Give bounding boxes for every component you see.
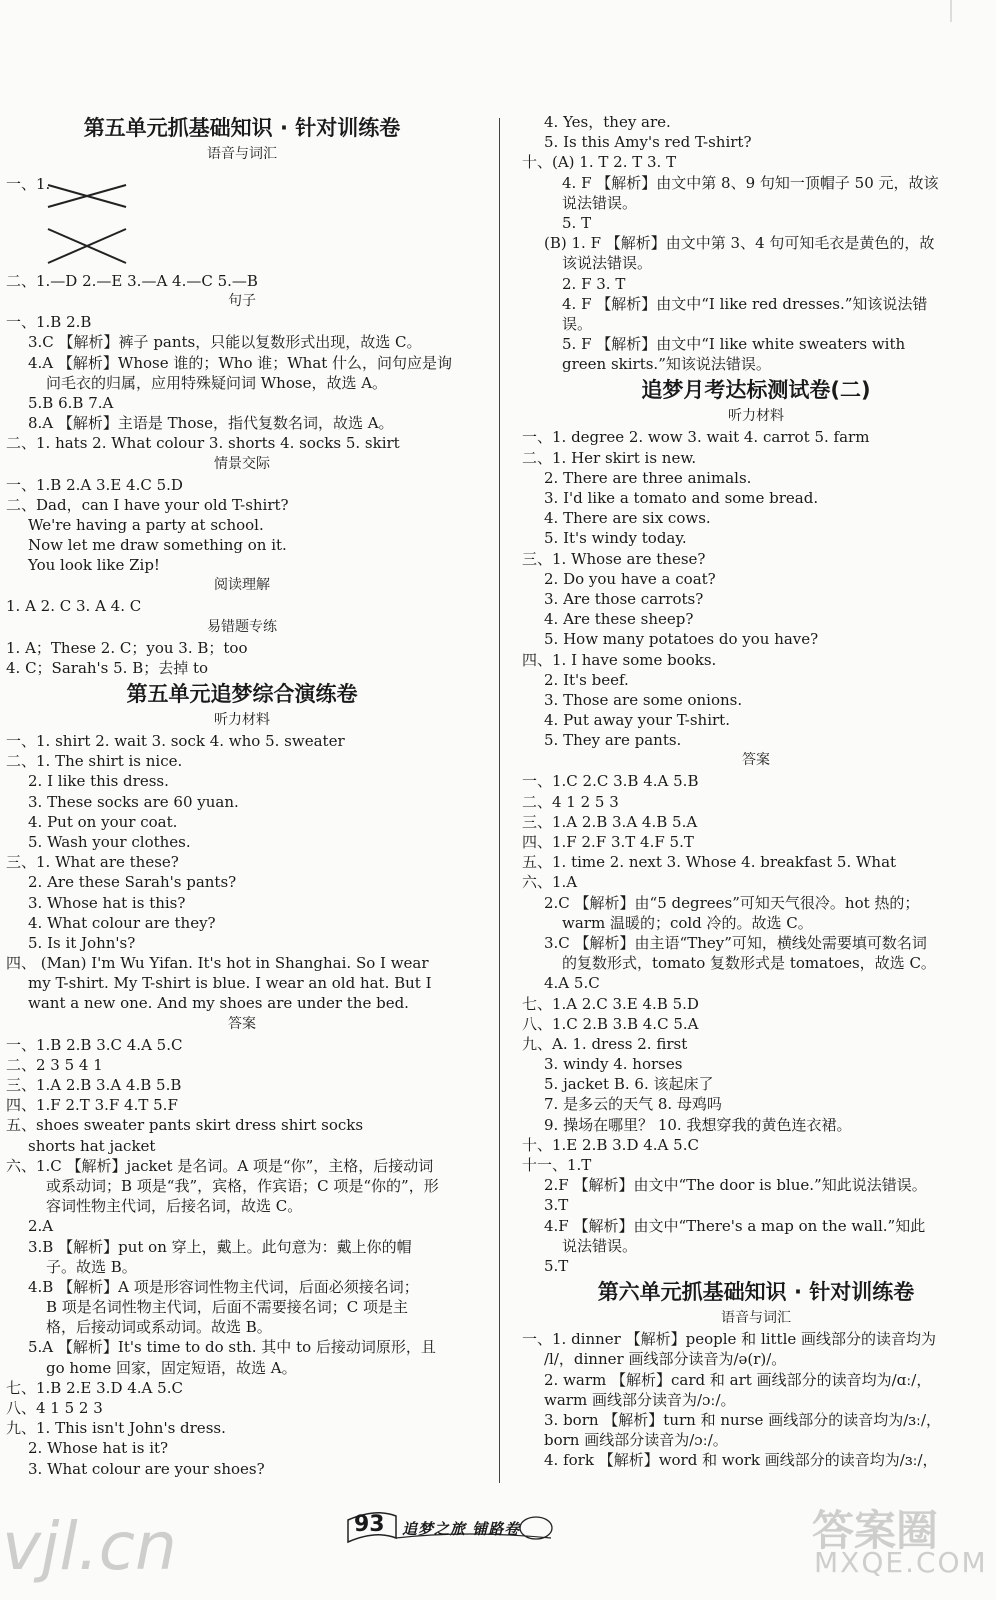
subsection-heading: 答案 [742, 752, 770, 769]
answer-line: 2. There are three animals. [544, 468, 752, 487]
answer-line: 5. F 【解析】由文中“I like white sweaters with [562, 335, 906, 354]
answer-line: 一、1.B 2.A 3.E 4.C 5.D [6, 475, 183, 494]
answer-line: 四、 (Man) I'm Wu Yifan. It's hot in Shanghai. So I wear [6, 954, 429, 973]
answer-line: 一、1.C 2.C 3.B 4.A 5.B [522, 772, 699, 791]
answer-line: 格，后接动词或系动词。故选 B。 [46, 1318, 272, 1337]
watermark-left: vjl.cn [2, 1508, 177, 1585]
answer-line: 或系动词；B 项是“我”，宾格，作宾语；C 项是“你的”，形 [46, 1176, 439, 1195]
answer-line: 十一、1.T [522, 1156, 592, 1174]
answer-line: 3. born 【解析】turn 和 nurse 画线部分的读音均为/ɜː/， [544, 1410, 941, 1429]
answer-line: 4.B 【解析】A 项是形容词性物主代词，后面必须接名词； [28, 1277, 419, 1296]
answer-line: 5.T [544, 1256, 569, 1275]
answer-line: born 画线部分读音为/ɔː/。 [544, 1431, 728, 1450]
subsection-heading: 易错题专练 [207, 618, 277, 635]
answer-line: You look like Zip! [28, 556, 160, 575]
answer-line: 容词性物主代词，后接名词，故选 C。 [46, 1197, 303, 1216]
answer-line: 2.C 【解析】由“5 degrees”可知天气很冷。hot 热的； [544, 893, 920, 912]
answer-line: 2. Are these Sarah's pants? [28, 873, 237, 892]
answer-line: want a new one. And my shoes are under the bed. [28, 994, 409, 1013]
answer-line: 该说法错误。 [562, 254, 653, 273]
section-title: 追梦月考达标测试卷(二) [641, 378, 871, 403]
answer-line: my T-shirt. My T-shirt is blue. I wear an old hat. But I [28, 974, 432, 993]
answer-line: 2.F 【解析】由文中“The door is blue.”知此说法错误。 [544, 1176, 927, 1195]
answer-line: 4. F 【解析】由文中第 8、9 句知一顶帽子 50 元，故该 [562, 173, 939, 192]
answer-line: 子。故选 B。 [46, 1257, 137, 1276]
answer-line: 二、1. Her skirt is new. [522, 448, 697, 467]
answer-line: 2. It's beef. [544, 670, 629, 689]
answer-line: 3.C 【解析】由主语“They”可知，横线处需要填可数名词 [544, 933, 927, 952]
section-title: 第六单元抓基础知识 · 针对训练卷 [597, 1280, 915, 1305]
answer-line: 二、1. The shirt is nice. [6, 752, 183, 771]
watermark-right-top: 答案圈 [812, 1506, 939, 1555]
answer-line: 2. I like this dress. [28, 772, 169, 791]
watermark-right-bottom: MXQE.COM [814, 1546, 988, 1579]
scan-edge-mark [950, 0, 952, 22]
answer-line: go home 回家，固定短语，故选 A。 [46, 1358, 297, 1377]
answer-line: 三、1. Whose are these? [522, 549, 706, 568]
answer-line: 五、shoes sweater pants skirt dress shirt socks [6, 1116, 364, 1135]
answer-line: 二、Dad，can I have your old T-shirt? [6, 495, 289, 514]
answer-line: 十、(A) 1. T 2. T 3. T [522, 153, 677, 172]
answer-line: 四、1.F 2.F 3.T 4.F 5.T [522, 833, 694, 851]
answer-line: 三、1.A 2.B 3.A 4.B 5.A [522, 812, 698, 831]
answer-line: 一、1. degree 2. wow 3. wait 4. carrot 5. farm [522, 428, 870, 447]
subsection-heading: 听力材料 [728, 408, 784, 425]
answer-line: 9. 操场在哪里？ 10. 我想穿我的黄色连衣裙。 [544, 1115, 852, 1134]
answer-line: 三、1.A 2.B 3.A 4.B 5.B [6, 1076, 182, 1094]
answer-line: 二、4 1 2 5 3 [522, 792, 619, 811]
answer-line: 5. Wash your clothes. [28, 832, 191, 851]
matching-label: 一、1. [6, 175, 51, 193]
subsection-heading: 语音与词汇 [721, 1310, 791, 1327]
answer-line: green skirts.”知该说法错误。 [562, 355, 771, 374]
answer-line: 九、A. 1. dress 2. first [522, 1034, 688, 1053]
answer-line: 七、1.A 2.C 3.E 4.B 5.D [522, 994, 699, 1013]
answer-line: 4. There are six cows. [544, 509, 711, 528]
answer-line: 5. Is it John's? [28, 933, 136, 952]
answer-line: 7. 是多云的天气 8. 母鸡吗 [544, 1095, 722, 1114]
answer-line: 九、1. This isn't John's dress. [6, 1419, 226, 1438]
answer-line: 5. T [562, 213, 592, 232]
answer-line: 3.C 【解析】裤子 pants，只能以复数形式出现，故选 C。 [28, 333, 422, 352]
answer-line: 4.F 【解析】由文中“There's a map on the wall.”知此 [544, 1216, 926, 1235]
answer-line: 八、4 1 5 2 3 [6, 1399, 103, 1417]
matching-lines-figure [44, 179, 134, 269]
answer-line: 说法错误。 [562, 193, 638, 212]
left-column [6, 112, 478, 1479]
answer-line: 1. A；These 2. C；you 3. B；too [6, 638, 248, 657]
section-title: 第五单元追梦综合演练卷 [126, 682, 358, 706]
answer-line: 1. A 2. C 3. A 4. C [6, 597, 142, 616]
answer-line: 2. F 3. T [562, 274, 626, 293]
answer-line: 三、1. What are these? [6, 853, 179, 872]
subsection-heading: 句子 [228, 293, 256, 310]
answer-line: warm 温暖的；cold 冷的。故选 C。 [562, 913, 813, 932]
matching-exercise [6, 165, 478, 271]
answer-line: 3.T [544, 1196, 569, 1215]
answer-line: Now let me draw something on it. [28, 536, 287, 555]
answer-line: 3.B 【解析】put on 穿上，戴上。此句意为：戴上你的帽 [28, 1237, 412, 1256]
page-footer [346, 1508, 556, 1548]
answer-line: 8.A 【解析】主语是 Those，指代复数名词，故选 A。 [28, 414, 394, 433]
answer-line: 一、1. shirt 2. wait 3. sock 4. who 5. sweater [6, 732, 345, 750]
answer-line: (B) 1. F 【解析】由文中第 3、4 句可知毛衣是黄色的，故 [544, 234, 935, 253]
answer-line: 4.A 【解析】Whose 谁的；Who 谁；What 什么，问句应是询 [28, 353, 453, 372]
subsection-heading: 答案 [228, 1015, 256, 1032]
answer-line: 的复数形式，tomato 复数形式是 tomatoes，故选 C。 [562, 954, 936, 973]
answer-line: 5.A 【解析】It's time to do sth. 其中 to 后接动词原形，且 [28, 1338, 436, 1357]
answer-line: 五、1. time 2. next 3. Whose 4. breakfast 5. What [522, 853, 897, 872]
answer-line: 八、1.C 2.B 3.B 4.C 5.A [522, 1014, 699, 1033]
footer-brand: 追梦之旅 铺路卷 [402, 1520, 521, 1538]
answer-line: 3. Those are some onions. [544, 690, 743, 709]
answer-line: 说法错误。 [562, 1236, 638, 1255]
answer-line: 四、1.F 2.T 3.F 4.T 5.F [6, 1096, 178, 1115]
answer-line: 5. They are pants. [544, 731, 682, 750]
answer-line: 二、1.—D 2.—E 3.—A 4.—C 5.—B [6, 272, 258, 290]
answer-line: 十、1.E 2.B 3.D 4.A 5.C [522, 1135, 699, 1154]
answer-line: 4. What colour are they? [28, 913, 216, 932]
answer-line: 七、1.B 2.E 3.D 4.A 5.C [6, 1378, 183, 1397]
answer-line: 2. warm 【解析】card 和 art 画线部分的读音均为/ɑː/， [544, 1370, 932, 1389]
answer-line: 3. Are those carrots? [544, 589, 704, 608]
section-title: 第五单元抓基础知识 · 针对训练卷 [83, 116, 401, 140]
page-number: 93 [354, 1512, 385, 1537]
answer-line: 4. Are these sheep? [544, 610, 694, 629]
answer-line: shorts hat jacket [28, 1136, 156, 1155]
answer-line: 六、1.A [522, 873, 578, 892]
answer-line: 4. F 【解析】由文中“I like red dresses.”知该说法错 [562, 294, 928, 313]
answer-line: 4. C；Sarah's 5. B；去掉 to [6, 658, 209, 677]
right-column [522, 112, 990, 1470]
answer-line: warm 画线部分读音为/ɔː/。 [544, 1390, 736, 1409]
subsection-heading: 阅读理解 [214, 577, 270, 594]
answer-line: 3. windy 4. horses [544, 1055, 683, 1074]
answer-line: 5. It's windy today. [544, 529, 687, 548]
answer-line: 四、1. I have some books. [522, 650, 717, 669]
answer-line: 5. Is this Amy's red T-shirt? [544, 133, 752, 152]
answer-line: 二、1. hats 2. What colour 3. shorts 4. socks 5. skirt [6, 434, 400, 453]
answer-line: 2.A [28, 1217, 54, 1236]
answer-line: 问毛衣的归属，应用特殊疑问词 Whose，故选 A。 [46, 373, 388, 392]
answer-line: 一、1.B 2.B 3.C 4.A 5.C [6, 1035, 183, 1054]
answer-line: 2. Do you have a coat? [544, 569, 716, 588]
subsection-heading: 听力材料 [214, 712, 270, 728]
column-divider [499, 118, 500, 1483]
answer-line: 4. Put on your coat. [28, 812, 178, 831]
answer-line: B 项是名词性物主代词，后面不需要接名词；C 项是主 [46, 1298, 409, 1317]
answer-line: 5. jacket B. 6. 该起床了 [544, 1075, 714, 1094]
answer-line: 一、1.B 2.B [6, 313, 92, 332]
answer-line: 4.A 5.C [544, 974, 600, 993]
answer-line: 3. I'd like a tomato and some bread. [544, 489, 819, 507]
answer-line: 误。 [562, 314, 593, 333]
answer-line: 4. fork 【解析】word 和 work 画线部分的读音均为/ɜː/， [544, 1451, 938, 1470]
answer-line: 一、1. dinner 【解析】people 和 little 画线部分的读音均为 [522, 1330, 937, 1349]
subsection-heading: 语音与词汇 [207, 146, 277, 162]
answer-line: 二、2 3 5 4 1 [6, 1055, 103, 1074]
answer-line: 3. These socks are 60 yuan. [28, 792, 239, 811]
subsection-heading: 情景交际 [214, 455, 270, 472]
answer-line: We're having a party at school. [28, 515, 264, 534]
answer-line: 3. Whose hat is this? [28, 893, 186, 912]
answer-line: 六、1.C 【解析】jacket 是名词。A 项是“你”，主格，后接动词 [6, 1156, 434, 1175]
answer-line: 2. Whose hat is it? [28, 1439, 169, 1458]
answer-line: 5.B 6.B 7.A [28, 393, 114, 412]
answer-line: 3. What colour are your shoes? [28, 1459, 265, 1478]
answer-line: /l/，dinner 画线部分读音为/ə(r)/。 [544, 1350, 787, 1369]
answer-line: 4. Put away your T-shirt. [544, 711, 730, 730]
answer-line: 4. Yes，they are. [544, 113, 671, 131]
answer-line: 5. How many potatoes do you have? [544, 630, 819, 649]
